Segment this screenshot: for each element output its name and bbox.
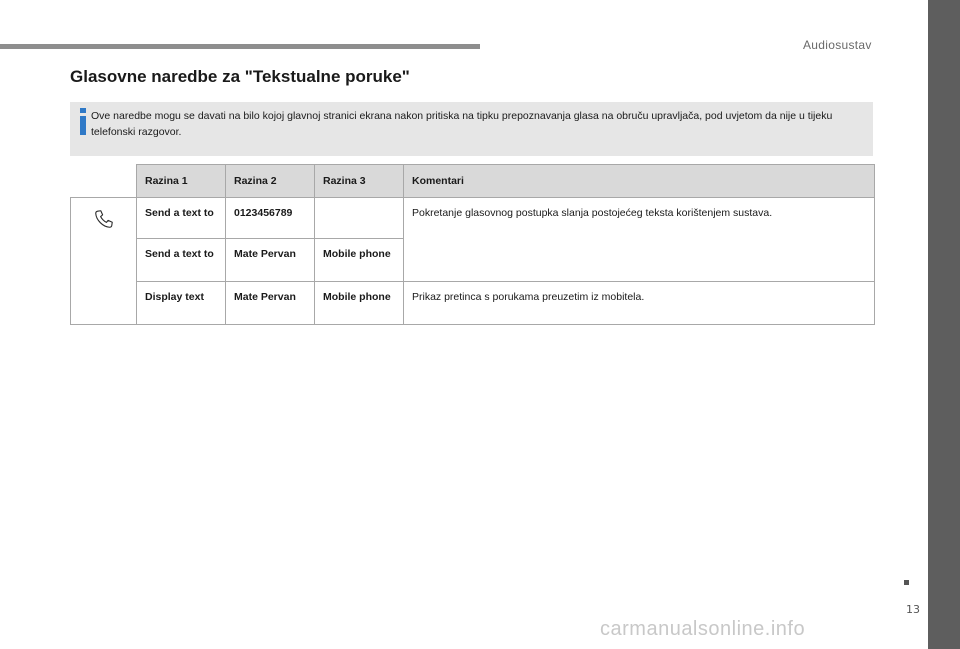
level3-cell: Mobile phone <box>315 239 404 282</box>
comment-cell: Pokretanje glasovnog postupka slanja postojećeg teksta korištenjem sustava. <box>404 198 875 282</box>
voice-command-table <box>70 164 875 325</box>
info-box <box>70 102 873 156</box>
phone-handset-icon <box>93 221 115 233</box>
table-header-cell: Razina 1 <box>137 165 226 198</box>
level3-cell: Mobile phone <box>315 282 404 325</box>
side-bar <box>928 0 960 649</box>
level2-cell: 0123456789 <box>226 198 315 239</box>
page-number: 13 <box>906 603 920 616</box>
table-row <box>71 198 875 239</box>
table-header-cell: Razina 2 <box>226 165 315 198</box>
table-header-row <box>71 165 875 198</box>
level3-cell <box>315 198 404 239</box>
table-header-icon-column <box>71 165 137 198</box>
table-header-cell: Komentari <box>404 165 875 198</box>
comment-cell: Prikaz pretinca s porukama preuzetim iz mobitela. <box>404 282 875 325</box>
info-text: Ove naredbe mogu se davati na bilo kojoj glavnoj stranici ekrana nakon pritiska na tipku prepoznavanja glasa na obruču upravljača, pod uvjetom da nije u tijeku telefonski razgovor. <box>91 110 833 138</box>
info-icon <box>78 108 88 134</box>
level1-cell: Display text <box>137 282 226 325</box>
level2-cell: Mate Pervan <box>226 282 315 325</box>
top-rule <box>0 44 480 49</box>
level1-cell: Send a text to <box>137 198 226 239</box>
phone-icon-cell <box>71 198 137 325</box>
watermark: carmanualsonline.info <box>600 618 806 640</box>
page-marker <box>904 580 909 585</box>
table-row <box>71 282 875 325</box>
page-heading: Glasovne naredbe za "Tekstualne poruke" <box>70 67 410 86</box>
table-header-cell: Razina 3 <box>315 165 404 198</box>
section-title: Audiosustav <box>803 38 872 52</box>
level1-cell: Send a text to <box>137 239 226 282</box>
level2-cell: Mate Pervan <box>226 239 315 282</box>
